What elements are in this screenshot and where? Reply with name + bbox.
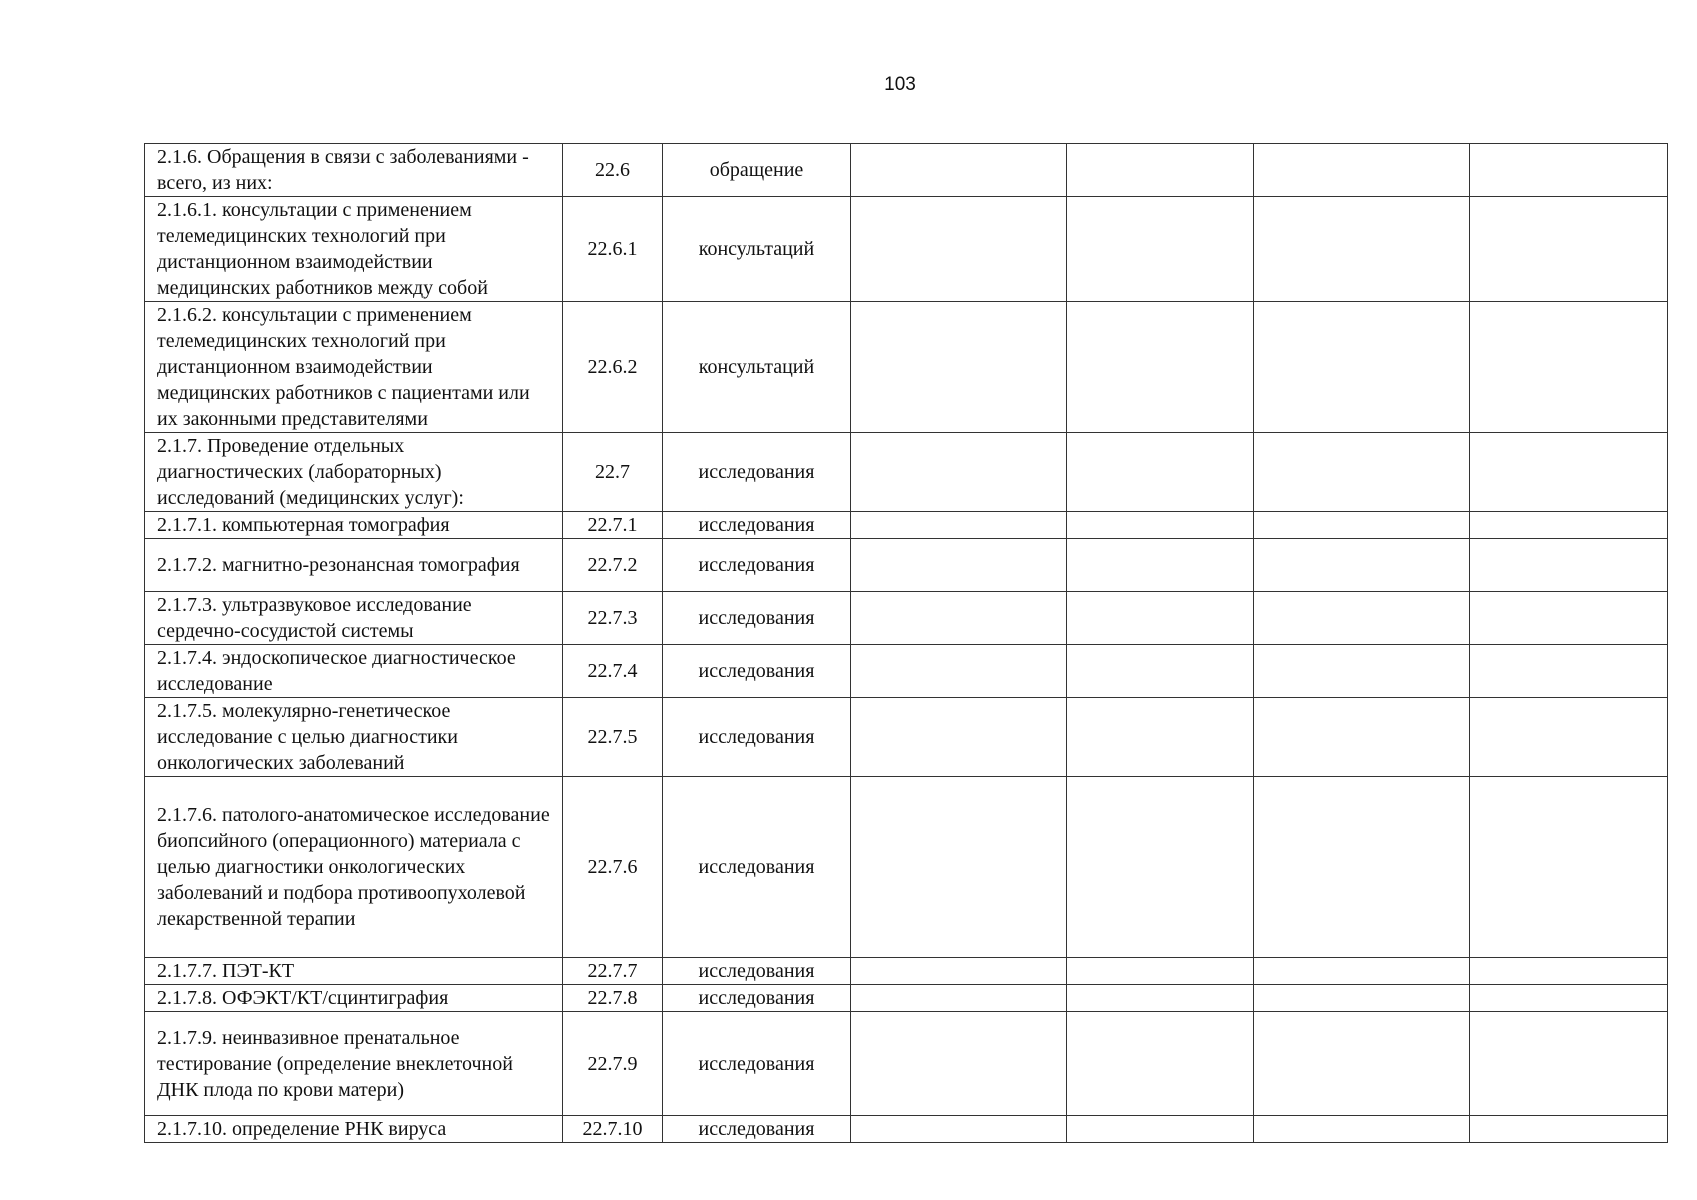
unit-cell: исследования: [663, 985, 851, 1012]
value-cell: [851, 958, 1067, 985]
value-cell: [1067, 197, 1254, 302]
indicator-name-cell: 2.1.7.9. неинвазивное пренатальное тестирование (определение внеклеточной ДНК плода по крови матери): [145, 1012, 563, 1116]
table-row: [145, 777, 1668, 958]
indicator-name-cell: 2.1.6.2. консультации с применением телемедицинских технологий при дистанционном взаимодействии медицинских работников с пациентами или их законными представителями: [145, 302, 563, 433]
table-row: [145, 197, 1668, 302]
table-row: [145, 1116, 1668, 1143]
unit-cell: исследования: [663, 592, 851, 645]
unit-cell: исследования: [663, 539, 851, 592]
value-cell: [1254, 985, 1470, 1012]
value-cell: [851, 645, 1067, 698]
value-cell: [1254, 302, 1470, 433]
unit-cell: консультаций: [663, 302, 851, 433]
value-cell: [1470, 144, 1668, 197]
row-code-cell: 22.7.4: [563, 645, 663, 698]
value-cell: [1067, 1116, 1254, 1143]
value-cell: [1470, 958, 1668, 985]
value-cell: [1067, 433, 1254, 512]
table-row: [145, 1012, 1668, 1116]
page-number: 103: [884, 74, 916, 95]
value-cell: [1067, 512, 1254, 539]
value-cell: [1254, 197, 1470, 302]
row-code-cell: 22.7.9: [563, 1012, 663, 1116]
unit-cell: исследования: [663, 1012, 851, 1116]
value-cell: [1254, 512, 1470, 539]
unit-cell: исследования: [663, 958, 851, 985]
value-cell: [851, 698, 1067, 777]
value-cell: [1254, 1012, 1470, 1116]
value-cell: [1254, 1116, 1470, 1143]
value-cell: [851, 1116, 1067, 1143]
indicator-name-cell: 2.1.6. Обращения в связи с заболеваниями - всего, из них:: [145, 144, 563, 197]
row-code-cell: 22.7.6: [563, 777, 663, 958]
unit-cell: консультаций: [663, 197, 851, 302]
row-code-cell: 22.7.10: [563, 1116, 663, 1143]
unit-cell: исследования: [663, 1116, 851, 1143]
value-cell: [1254, 645, 1470, 698]
value-cell: [851, 197, 1067, 302]
value-cell: [851, 985, 1067, 1012]
table-row: [145, 144, 1668, 197]
row-code-cell: 22.7.7: [563, 958, 663, 985]
table-row: [145, 958, 1668, 985]
value-cell: [1254, 777, 1470, 958]
row-code-cell: 22.7: [563, 433, 663, 512]
value-cell: [1254, 698, 1470, 777]
value-cell: [1470, 592, 1668, 645]
value-cell: [1470, 433, 1668, 512]
indicator-name-cell: 2.1.7.5. молекулярно-генетическое исследование с целью диагностики онкологических заболеваний: [145, 698, 563, 777]
value-cell: [1470, 698, 1668, 777]
unit-cell: обращение: [663, 144, 851, 197]
value-cell: [1470, 1116, 1668, 1143]
value-cell: [1254, 592, 1470, 645]
table-row: [145, 433, 1668, 512]
row-code-cell: 22.7.2: [563, 539, 663, 592]
value-cell: [851, 144, 1067, 197]
value-cell: [1067, 592, 1254, 645]
unit-cell: исследования: [663, 645, 851, 698]
value-cell: [1254, 958, 1470, 985]
indicator-name-cell: 2.1.6.1. консультации с применением телемедицинских технологий при дистанционном взаимодействии медицинских работников между собой: [145, 197, 563, 302]
indicator-name-cell: 2.1.7.4. эндоскопическое диагностическое исследование: [145, 645, 563, 698]
table-row: [145, 539, 1668, 592]
value-cell: [1067, 144, 1254, 197]
statistics-table: [144, 143, 1668, 1143]
unit-cell: исследования: [663, 433, 851, 512]
value-cell: [1470, 1012, 1668, 1116]
table-row: [145, 698, 1668, 777]
unit-cell: исследования: [663, 777, 851, 958]
value-cell: [851, 433, 1067, 512]
value-cell: [851, 512, 1067, 539]
indicator-name-cell: 2.1.7.6. патолого-анатомическое исследование биопсийного (операционного) материала с целью диагностики онкологических заболеваний и подбора противоопухолевой лекарственной терапии: [145, 777, 563, 958]
value-cell: [1254, 144, 1470, 197]
row-code-cell: 22.7.8: [563, 985, 663, 1012]
value-cell: [1067, 958, 1254, 985]
value-cell: [1254, 433, 1470, 512]
row-code-cell: 22.6.2: [563, 302, 663, 433]
value-cell: [1470, 985, 1668, 1012]
value-cell: [851, 539, 1067, 592]
table-body: [145, 144, 1668, 1143]
table-row: [145, 512, 1668, 539]
row-code-cell: 22.7.3: [563, 592, 663, 645]
row-code-cell: 22.6: [563, 144, 663, 197]
value-cell: [1470, 197, 1668, 302]
indicator-name-cell: 2.1.7.1. компьютерная томография: [145, 512, 563, 539]
indicator-name-cell: 2.1.7. Проведение отдельных диагностических (лабораторных) исследований (медицинских услуг):: [145, 433, 563, 512]
table-row: [145, 302, 1668, 433]
value-cell: [1470, 539, 1668, 592]
indicator-name-cell: 2.1.7.2. магнитно-резонансная томография: [145, 539, 563, 592]
value-cell: [1067, 777, 1254, 958]
indicator-name-cell: 2.1.7.8. ОФЭКТ/КТ/сцинтиграфия: [145, 985, 563, 1012]
value-cell: [851, 592, 1067, 645]
value-cell: [1067, 302, 1254, 433]
value-cell: [1470, 512, 1668, 539]
row-code-cell: 22.6.1: [563, 197, 663, 302]
table-row: [145, 592, 1668, 645]
indicator-name-cell: 2.1.7.10. определение РНК вируса: [145, 1116, 563, 1143]
value-cell: [851, 302, 1067, 433]
value-cell: [1067, 985, 1254, 1012]
value-cell: [1470, 777, 1668, 958]
table-row: [145, 645, 1668, 698]
indicator-name-cell: 2.1.7.7. ПЭТ-КТ: [145, 958, 563, 985]
value-cell: [1067, 698, 1254, 777]
row-code-cell: 22.7.5: [563, 698, 663, 777]
value-cell: [851, 1012, 1067, 1116]
value-cell: [1067, 1012, 1254, 1116]
table-row: [145, 985, 1668, 1012]
value-cell: [1067, 645, 1254, 698]
unit-cell: исследования: [663, 512, 851, 539]
value-cell: [1254, 539, 1470, 592]
unit-cell: исследования: [663, 698, 851, 777]
indicator-name-cell: 2.1.7.3. ультразвуковое исследование сердечно-сосудистой системы: [145, 592, 563, 645]
value-cell: [851, 777, 1067, 958]
row-code-cell: 22.7.1: [563, 512, 663, 539]
value-cell: [1470, 302, 1668, 433]
value-cell: [1470, 645, 1668, 698]
value-cell: [1067, 539, 1254, 592]
